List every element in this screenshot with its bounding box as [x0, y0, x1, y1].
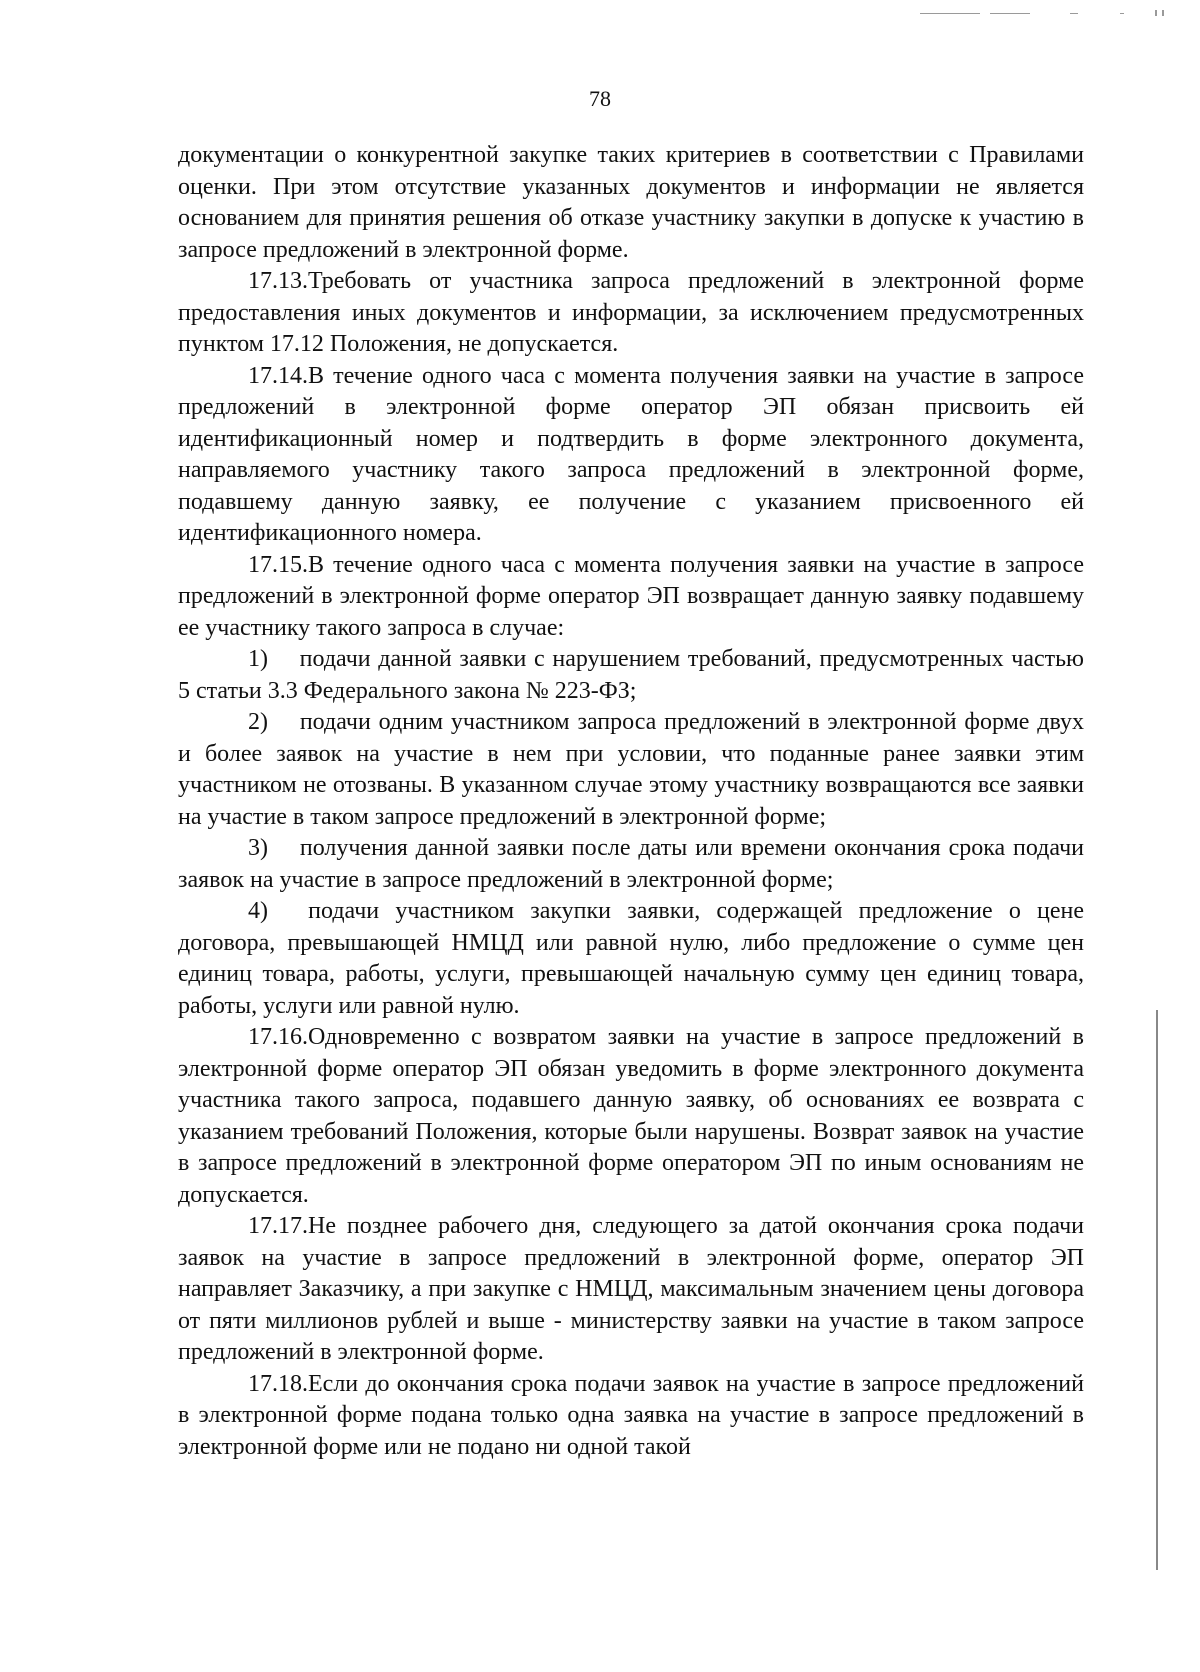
list-item: 1) подачи данной заявки с нарушением требований, предусмотренных частью 5 статьи 3.3 Федерального закона № 223-ФЗ;: [178, 646, 1084, 704]
list-item: 3) получения данной заявки после даты или времени окончания срока подачи заявок на участие в запросе предложений в электронной форме;: [178, 835, 1084, 893]
list-item: 4) подачи участником закупки заявки, содержащей предложение о цене договора, превышающей НМЦД или равной нулю, либо предложение о сумме цен единиц товара, работы, услуги, превышающей начальную сумму цен единиц товара, работы, услуги или равной нулю.: [178, 898, 1084, 1019]
paragraph: 17.16.Одновременно с возвратом заявки на участие в запросе предложений в электронной форме оператор ЭП обязан уведомить в форме электронного документа участника такого запроса, подавшего данную заявку, об основаниях ее возврата с указанием требований Положения, которые были нарушены. Возврат заявок на участие в запросе предложений в электронной форме оператором ЭП по иным основаниям не допускается.: [178, 1024, 1084, 1208]
list-item: 2) подачи одним участником запроса предложений в электронной форме двух и более заявок на участие в нем при условии, что поданные ранее заявки этим участником не отозваны. В указанном случае этому участнику возвращаются все заявки на участие в таком запросе предложений в электронной форме;: [178, 709, 1084, 830]
scan-edge-line: [1156, 1010, 1158, 1570]
paragraph: 17.14.В течение одного часа с момента получения заявки на участие в запросе предложений в электронной форме оператор ЭП обязан присвоить ей идентификационный номер и подтвердить в форме электронного документа, направляемого участнику такого запроса предложений в электронной форме, подавшему данную заявку, ее получение с указанием присвоенного ей идентификационного номера.: [178, 362, 1084, 546]
page-number: 78: [589, 86, 611, 111]
paragraph: 17.13.Требовать от участника запроса предложений в электронной форме предоставления иных документов и информации, за исключением предусмотренных пунктом 17.12 Положения, не допускается.: [178, 268, 1084, 357]
paragraph: 17.17.Не позднее рабочего дня, следующего за датой окончания срока подачи заявок на участие в запросе предложений в электронной форме, оператор ЭП направляет Заказчику, а при закупке с НМЦД, максимальным значением цены договора от пяти миллионов рублей и выше - министерству заявки на участие в таком запросе предложений в электронной форме.: [178, 1213, 1084, 1365]
paragraph: документации о конкурентной закупке таких критериев в соответствии с Правилами оценки. При этом отсутствие указанных документов и информации не является основанием для принятия решения об отказе участнику закупки в допуске к участию в запросе предложений в электронной форме.: [178, 142, 1084, 263]
document-body: [178, 140, 1084, 1463]
scan-artifact-marks: [920, 10, 1170, 18]
paragraph: 17.15.В течение одного часа с момента получения заявки на участие в запросе предложений в электронной форме оператор ЭП возвращает данную заявку подавшему ее участнику такого запроса в случае:: [178, 551, 1084, 641]
paragraph: 17.18.Если до окончания срока подачи заявок на участие в запросе предложений в электронной форме подана только одна заявка на участие в запросе предложений в электронной форме или не подано ни одной такой: [178, 1370, 1084, 1460]
